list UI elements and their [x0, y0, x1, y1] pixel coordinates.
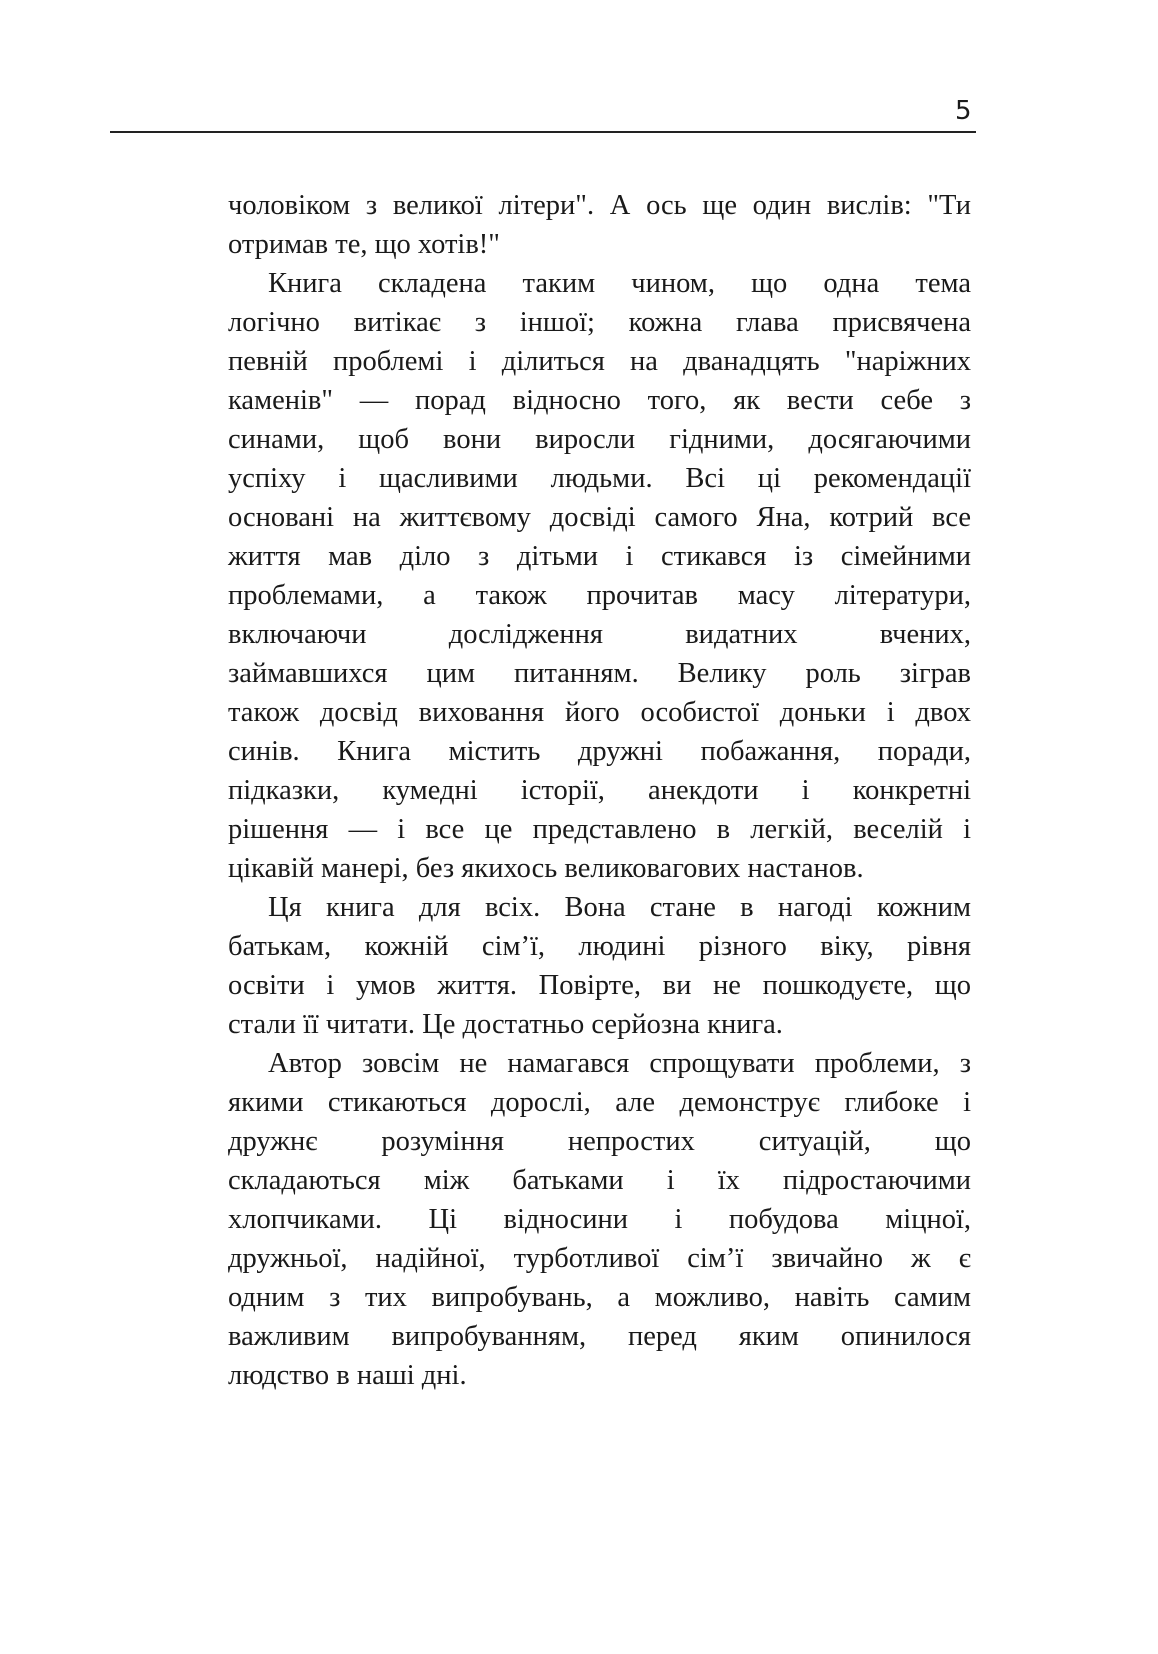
text-line: життя мав діло з дітьми і стикався із сімейними [228, 541, 971, 572]
body-text [228, 186, 971, 1395]
text-line: займавшихся цим питанням. Велику роль зіграв [228, 658, 971, 689]
paragraph [228, 186, 971, 264]
text-line: дружнє розуміння непростих ситуацій, що [228, 1126, 971, 1157]
header-rule [110, 131, 976, 133]
text-line: Книга складена таким чином, що одна тема [268, 268, 971, 299]
text-line: батькам, кожній сім’ї, людині різного віку, рівня [228, 931, 971, 962]
text-line: хлопчиками. Ці відносини і побудова міцної, [228, 1204, 971, 1235]
text-line: Ця книга для всіх. Вона стане в нагоді кожним [268, 892, 971, 923]
text-line: рішення — і все це представлено в легкій, веселій і [228, 814, 971, 845]
text-line: Автор зовсім не намагався спрощувати проблеми, з [268, 1048, 971, 1079]
text-line: синами, щоб вони виросли гідними, досягаючими [228, 424, 971, 455]
text-line: чоловіком з великої літери". А ось ще один вислів: "Ти [228, 190, 971, 221]
text-line: певній проблемі і ділиться на дванадцять "наріжних [228, 346, 971, 377]
text-line: отримав те, що хотів!" [228, 229, 500, 260]
text-line: підказки, кумедні історії, анекдоти і конкретні [228, 775, 971, 806]
text-line: синів. Книга містить дружні побажання, поради, [228, 736, 971, 767]
text-line: людство в наші дні. [228, 1360, 467, 1391]
text-line: складаються між батьками і їх підростаючими [228, 1165, 971, 1196]
text-line: каменів" — порад відносно того, як вести себе з [228, 385, 971, 416]
text-line: стали її читати. Це достатньо серйозна книга. [228, 1009, 783, 1040]
text-line: освіти і умов життя. Повірте, ви не пошкодуєте, що [228, 970, 971, 1001]
text-line: важливим випробуванням, перед яким опинилося [228, 1321, 971, 1352]
paragraph [228, 888, 971, 1044]
text-line: успіху і щасливими людьми. Всі ці рекомендації [228, 463, 971, 494]
text-line: одним з тих випробувань, а можливо, навіть самим [228, 1282, 971, 1313]
text-line: дружньої, надійної, турботливої сім’ї звичайно ж є [228, 1243, 971, 1274]
text-line: цікавій манері, без якихось великовагових настанов. [228, 853, 864, 884]
text-line: якими стикаються дорослі, але демонструє глибоке і [228, 1087, 971, 1118]
text-line: включаючи дослідження видатних вчених, [228, 619, 971, 650]
text-line: логічно витікає з іншої; кожна глава присвячена [228, 307, 971, 338]
paragraph [228, 1044, 971, 1395]
text-line: також досвід виховання його особистої доньки і двох [228, 697, 971, 728]
text-line: проблемами, а також прочитав масу літератури, [228, 580, 971, 611]
page-number: 5 [955, 96, 972, 126]
paragraph [228, 264, 971, 888]
text-line: основані на життєвому досвіді самого Яна, котрий все [228, 502, 971, 533]
